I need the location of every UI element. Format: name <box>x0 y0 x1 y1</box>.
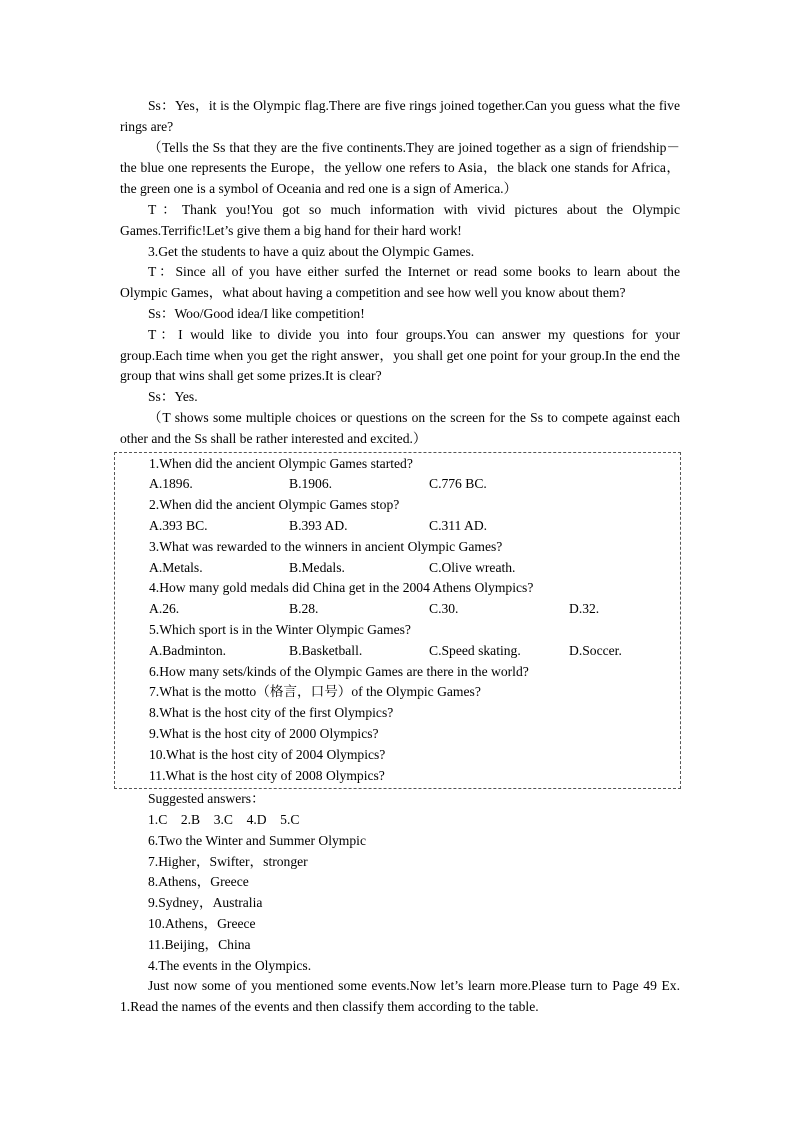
intro-paragraph: （Tells the Ss that they are the five continents.They are joined together as a sign of friendship－the blue one represents the Europe，the yellow one refers to Asia，the black one stands for Africa，the green one is a symbol of Oceania and red one is a sign of America.） <box>120 139 680 197</box>
quiz-option: C.Speed skating. <box>429 642 521 658</box>
intro-paragraph: T：Since all of you have either surfed the Internet or read some books to learn about the Olympic Games，what about having a competition and see how well you know about them? <box>120 264 680 301</box>
intro-paragraph: T：Thank you!You got so much information with vivid pictures about the Olympic Games.Terrific!Let’s give them a big hand for their hard work! <box>120 201 680 238</box>
quiz-option: D.Soccer. <box>569 642 622 658</box>
intro-paragraph: 3.Get the students to have a quiz about the Olympic Games. <box>148 243 475 259</box>
quiz-options <box>149 641 680 662</box>
quiz-options <box>149 516 680 537</box>
document-page <box>120 96 680 1018</box>
quiz-option: B.Basketball. <box>289 642 363 658</box>
quiz-option: C.Olive wreath. <box>429 559 516 575</box>
quiz-question: 6.How many sets/kinds of the Olympic Games are there in the world? <box>149 663 529 679</box>
quiz-option: B.Medals. <box>289 559 345 575</box>
quiz-option: C.30. <box>429 601 459 617</box>
quiz-options <box>149 474 680 495</box>
answer-line: 7.Higher，Swifter，stronger <box>148 853 308 869</box>
quiz-option: B.1906. <box>289 476 333 492</box>
intro-paragraph: Ss：Yes. <box>148 389 198 405</box>
quiz-question: 4.How many gold medals did China get in the 2004 Athens Olympics? <box>149 580 534 596</box>
quiz-option: A.Metals. <box>149 559 203 575</box>
intro-section <box>120 96 680 450</box>
answer-line: 1.C 2.B 3.C 4.D 5.C <box>148 812 300 828</box>
quiz-option: A.Badminton. <box>149 642 227 658</box>
quiz-question: 11.What is the host city of 2008 Olympics? <box>149 767 385 783</box>
quiz-options <box>149 558 680 579</box>
intro-paragraph: Ss：Woo/Good idea/I like competition! <box>148 305 365 321</box>
quiz-question: 7.What is the motto（格言，口号）of the Olympic Games? <box>149 684 481 700</box>
quiz-question: 10.What is the host city of 2004 Olympics? <box>149 746 386 762</box>
quiz-option: B.393 AD. <box>289 517 348 533</box>
answer-line: 10.Athens，Greece <box>148 916 256 932</box>
quiz-question: 2.When did the ancient Olympic Games stop? <box>149 497 400 513</box>
intro-paragraph: Ss：Yes，it is the Olympic flag.There are five rings joined together.Can you guess what the five rings are? <box>120 98 680 134</box>
quiz-box <box>114 452 681 790</box>
quiz-question: 5.Which sport is in the Winter Olympic Games? <box>149 621 411 637</box>
quiz-options <box>149 599 680 620</box>
quiz-option: D.32. <box>569 601 600 617</box>
answers-section <box>120 789 680 976</box>
quiz-option: B.28. <box>289 601 319 617</box>
quiz-question: 3.What was rewarded to the winners in ancient Olympic Games? <box>149 538 503 554</box>
intro-paragraph: T：I would like to divide you into four groups.You can answer my questions for your group.Each time when you get the right answer，you shall get one point for your group.In the end the group that wins shall get some prizes.It is clear? <box>120 326 680 384</box>
quiz-option: A.393 BC. <box>149 517 208 533</box>
answer-line: Suggested answers： <box>148 791 265 807</box>
closing-paragraph: Just now some of you mentioned some events.Now let’s learn more.Please turn to Page 49 Ex. 1.Read the names of the events and then classify them according to the table. <box>120 978 680 1015</box>
quiz-option: A.26. <box>149 601 180 617</box>
quiz-option: C.776 BC. <box>429 476 487 492</box>
answer-line: 6.Two the Winter and Summer Olympic <box>148 832 366 848</box>
answer-line: 4.The events in the Olympics. <box>148 957 312 973</box>
quiz-question: 1.When did the ancient Olympic Games started? <box>149 455 413 471</box>
quiz-question: 8.What is the host city of the first Olympics? <box>149 705 394 721</box>
answer-line: 11.Beijing，China <box>148 936 251 952</box>
intro-paragraph: （T shows some multiple choices or questions on the screen for the Ss to compete against each other and the Ss shall be rather interested and excited.） <box>120 409 680 446</box>
quiz-option: A.1896. <box>149 476 193 492</box>
answer-line: 8.Athens，Greece <box>148 874 249 890</box>
answer-line: 9.Sydney，Australia <box>148 895 263 911</box>
quiz-question: 9.What is the host city of 2000 Olympics? <box>149 725 379 741</box>
quiz-option: C.311 AD. <box>429 517 488 533</box>
